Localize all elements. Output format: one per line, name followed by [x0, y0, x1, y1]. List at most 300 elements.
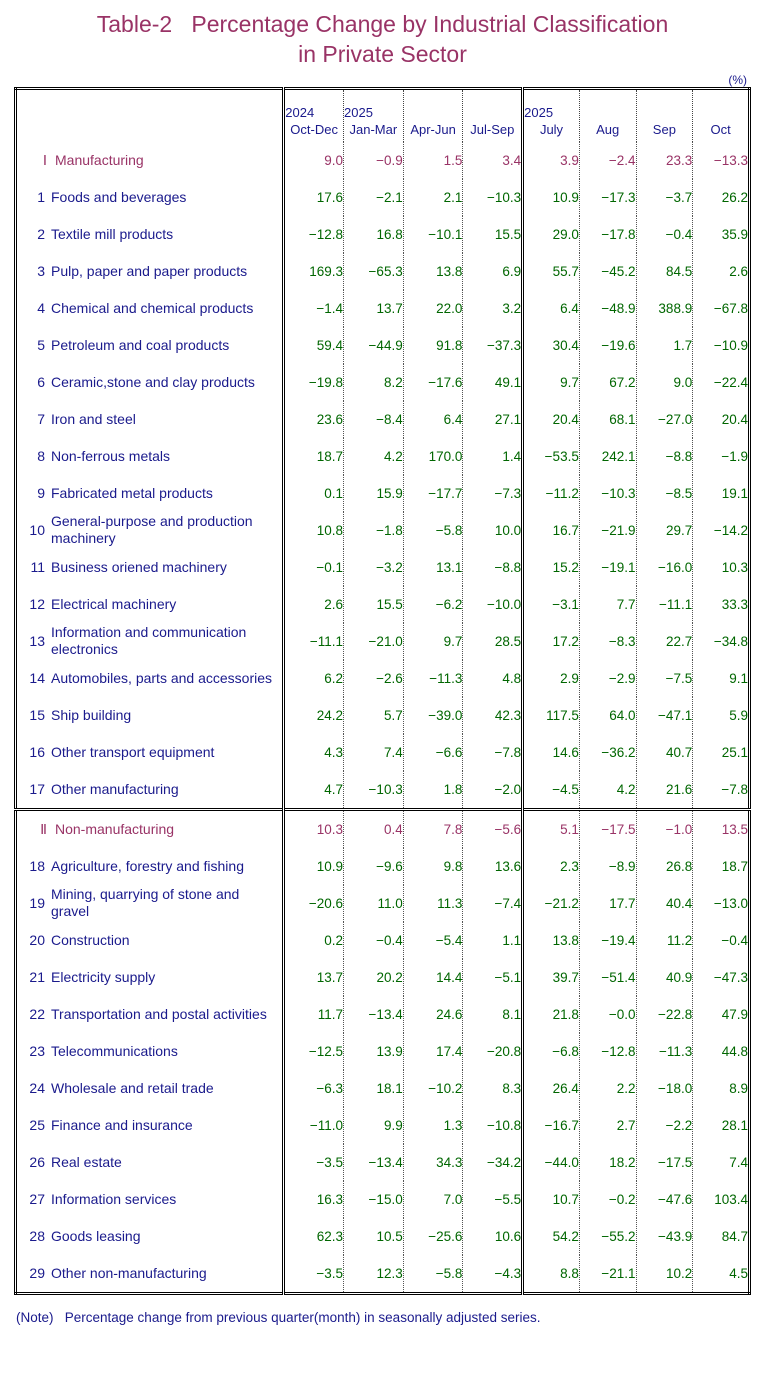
data-cell: −5.1 — [463, 959, 523, 996]
data-cell: −17.5 — [579, 809, 636, 848]
data-cell: 15.9 — [344, 475, 404, 512]
data-cell: −10.3 — [344, 771, 404, 810]
data-cell: 29.7 — [636, 512, 693, 549]
data-cell: 5.1 — [523, 809, 580, 848]
row-label: Foods and beverages — [51, 189, 187, 205]
data-cell: 15.5 — [344, 586, 404, 623]
data-cell: −0.4 — [693, 922, 750, 959]
table-row — [16, 1144, 750, 1181]
row-label-cell — [16, 885, 284, 922]
header-col-jul-sep — [463, 89, 523, 142]
row-number: 25 — [29, 1116, 45, 1133]
row-number: 19 — [29, 894, 45, 911]
data-cell: 33.3 — [693, 586, 750, 623]
data-cell: 8.1 — [463, 996, 523, 1033]
row-number: 6 — [37, 373, 45, 390]
data-cell: −44.0 — [523, 1144, 580, 1181]
data-cell: 16.8 — [344, 216, 404, 253]
data-cell: −1.9 — [693, 438, 750, 475]
data-cell: −34.2 — [463, 1144, 523, 1181]
data-cell: 42.3 — [463, 697, 523, 734]
data-cell: −36.2 — [579, 734, 636, 771]
data-cell: 6.2 — [324, 670, 343, 686]
header-col-aug — [579, 89, 636, 142]
data-cell: 29.0 — [523, 216, 580, 253]
data-cell: −8.8 — [636, 438, 693, 475]
row-label-cell — [16, 623, 284, 660]
data-cell: −25.6 — [403, 1218, 463, 1255]
data-cell: 15.5 — [463, 216, 523, 253]
data-cell: −5.8 — [403, 1255, 463, 1294]
header-col-oct-dec — [284, 89, 344, 142]
page-title — [0, 0, 765, 69]
data-cell: −48.9 — [579, 290, 636, 327]
data-cell: −34.8 — [693, 623, 750, 660]
row-label: Textile mill products — [51, 226, 174, 242]
table-row — [16, 327, 750, 364]
data-cell: 1.5 — [403, 142, 463, 179]
table-row — [16, 1255, 750, 1294]
row-label: Chemical and chemical products — [51, 299, 254, 316]
row-label: General-purpose and production machinery — [51, 513, 253, 546]
data-cell: 1.4 — [463, 438, 523, 475]
table-row — [16, 885, 750, 922]
header-period: Jan-Mar — [349, 121, 398, 137]
data-cell: −27.0 — [636, 401, 693, 438]
row-label-cell — [16, 1033, 284, 1070]
row-number: 24 — [29, 1079, 45, 1096]
data-cell: 15.2 — [523, 549, 580, 586]
row-label-cell — [16, 1181, 284, 1218]
data-cell: −7.4 — [463, 885, 523, 922]
table-row — [16, 401, 750, 438]
row-number: 26 — [29, 1153, 45, 1170]
data-cell: 388.9 — [636, 290, 693, 327]
data-cell: −12.8 — [308, 226, 343, 242]
row-label: Manufacturing — [55, 152, 144, 168]
row-label: Other transport equipment — [51, 744, 215, 760]
data-cell: −5.8 — [403, 512, 463, 549]
row-label-cell — [16, 660, 284, 697]
row-label-cell — [16, 401, 284, 438]
data-cell: −19.6 — [579, 327, 636, 364]
data-cell: 9.0 — [324, 152, 343, 168]
data-cell: −67.8 — [693, 290, 750, 327]
data-cell: 13.6 — [463, 848, 523, 885]
table-row — [16, 1218, 750, 1255]
header-col-oct — [693, 89, 750, 142]
data-cell: 7.8 — [403, 809, 463, 848]
table-row — [16, 848, 750, 885]
row-number: Ⅱ — [40, 820, 47, 837]
row-label-cell — [16, 996, 284, 1033]
data-cell: 1.8 — [403, 771, 463, 810]
data-cell: −10.1 — [403, 216, 463, 253]
row-number: 18 — [29, 857, 45, 874]
data-cell: 40.4 — [636, 885, 693, 922]
data-cell: 67.2 — [579, 364, 636, 401]
header-col-jan-mar — [344, 89, 404, 142]
row-number: 20 — [29, 931, 45, 948]
table-row — [16, 771, 750, 810]
data-cell: −44.9 — [344, 327, 404, 364]
data-cell: −17.5 — [636, 1144, 693, 1181]
data-cell: 84.5 — [636, 253, 693, 290]
data-cell: 8.2 — [344, 364, 404, 401]
data-cell: 62.3 — [316, 1228, 343, 1244]
row-number: 1 — [37, 188, 45, 205]
data-cell: −7.8 — [693, 771, 750, 810]
data-cell: 24.2 — [316, 707, 343, 723]
row-number: 10 — [29, 521, 45, 538]
data-cell: −8.8 — [463, 549, 523, 586]
data-cell: 27.1 — [463, 401, 523, 438]
row-number: 12 — [29, 595, 45, 612]
data-cell: −11.3 — [636, 1033, 693, 1070]
data-cell: −3.1 — [523, 586, 580, 623]
data-cell: −4.3 — [463, 1255, 523, 1294]
row-label-cell — [16, 1070, 284, 1107]
row-number: 13 — [29, 632, 45, 649]
data-cell: 28.5 — [463, 623, 523, 660]
table-row — [16, 438, 750, 475]
header-col-sep — [636, 89, 693, 142]
row-label: Business oriened machinery — [51, 559, 227, 575]
row-label-cell — [16, 1144, 284, 1181]
data-cell: 26.4 — [523, 1070, 580, 1107]
data-cell: −16.7 — [523, 1107, 580, 1144]
row-number: 29 — [29, 1264, 45, 1281]
row-label: Ceramic,stone and clay products — [51, 373, 255, 390]
row-label-cell — [16, 549, 284, 586]
data-cell: −10.0 — [463, 586, 523, 623]
data-cell: 24.6 — [403, 996, 463, 1033]
data-cell: 170.0 — [403, 438, 463, 475]
header-period: Aug — [596, 121, 620, 137]
row-number: 5 — [37, 336, 45, 353]
data-cell: 103.4 — [693, 1181, 750, 1218]
data-cell: −45.2 — [579, 253, 636, 290]
row-number: 11 — [30, 558, 45, 575]
row-number: 27 — [29, 1190, 45, 1207]
data-cell: −11.1 — [309, 633, 343, 649]
data-cell: −21.0 — [344, 623, 404, 660]
data-cell: 47.9 — [693, 996, 750, 1033]
data-cell: 18.2 — [579, 1144, 636, 1181]
data-cell: 4.5 — [693, 1255, 750, 1294]
table-row — [16, 996, 750, 1033]
row-label: Finance and insurance — [51, 1117, 193, 1133]
data-cell: 20.4 — [523, 401, 580, 438]
data-cell: −9.6 — [344, 848, 404, 885]
data-cell: 13.7 — [344, 290, 404, 327]
data-cell: 4.2 — [344, 438, 404, 475]
data-cell: 2.1 — [403, 179, 463, 216]
data-cell: −12.8 — [579, 1033, 636, 1070]
data-cell: −11.3 — [403, 660, 463, 697]
data-cell: −0.0 — [579, 996, 636, 1033]
header-year: 2025 — [524, 104, 554, 120]
header-year — [463, 105, 521, 122]
data-cell: −8.5 — [636, 475, 693, 512]
data-cell: −17.3 — [579, 179, 636, 216]
data-cell: −13.0 — [693, 885, 750, 922]
data-cell: 20.2 — [344, 959, 404, 996]
data-cell: −6.8 — [523, 1033, 580, 1070]
data-cell: −19.1 — [579, 549, 636, 586]
data-cell: 16.3 — [316, 1191, 343, 1207]
table-row — [16, 475, 750, 512]
row-label: Electrical machinery — [51, 596, 177, 612]
row-label: Non-ferrous metals — [51, 448, 171, 464]
data-cell: −47.1 — [636, 697, 693, 734]
data-cell: 14.4 — [403, 959, 463, 996]
row-label-cell — [16, 327, 284, 364]
table-row — [16, 179, 750, 216]
data-cell: 17.7 — [579, 885, 636, 922]
data-cell: 8.3 — [463, 1070, 523, 1107]
row-number: 16 — [29, 743, 45, 760]
data-cell: −5.5 — [463, 1181, 523, 1218]
row-number: 15 — [29, 706, 45, 723]
data-cell: 4.7 — [324, 781, 343, 797]
header-corner-blank — [16, 89, 284, 142]
data-cell: −19.8 — [308, 374, 343, 390]
data-cell: −0.9 — [344, 142, 404, 179]
data-cell: 6.9 — [463, 253, 523, 290]
data-cell: 84.7 — [693, 1218, 750, 1255]
data-cell: −18.0 — [636, 1070, 693, 1107]
table-row — [16, 734, 750, 771]
row-label-cell — [16, 512, 284, 549]
header-period: July — [539, 121, 564, 137]
row-label-cell — [16, 142, 284, 179]
data-cell: −13.3 — [693, 142, 750, 179]
data-cell: 9.8 — [403, 848, 463, 885]
row-label: Transportation and postal activities — [51, 1005, 267, 1022]
data-cell: 30.4 — [523, 327, 580, 364]
data-cell: −11.2 — [523, 475, 580, 512]
data-cell: 49.1 — [463, 364, 523, 401]
data-cell: 4.3 — [324, 744, 343, 760]
data-cell: −0.4 — [344, 922, 404, 959]
table-row — [16, 216, 750, 253]
data-cell: −2.9 — [579, 660, 636, 697]
data-cell: 28.1 — [693, 1107, 750, 1144]
row-label-cell — [16, 1255, 284, 1294]
data-cell: 0.2 — [324, 932, 343, 948]
row-label: Information services — [51, 1191, 177, 1207]
table-row — [16, 512, 750, 549]
table-row — [16, 364, 750, 401]
table-row — [16, 1033, 750, 1070]
data-cell: −6.6 — [403, 734, 463, 771]
row-number: 8 — [37, 447, 45, 464]
data-cell: −2.2 — [636, 1107, 693, 1144]
table-container — [0, 87, 765, 1295]
data-cell: −51.4 — [579, 959, 636, 996]
data-cell: 9.0 — [636, 364, 693, 401]
header-year: 2025 — [344, 104, 373, 120]
data-cell: −20.6 — [308, 895, 343, 911]
data-cell: −21.1 — [579, 1255, 636, 1294]
data-cell: 4.8 — [463, 660, 523, 697]
data-cell: −15.0 — [344, 1181, 404, 1218]
data-cell: −4.5 — [523, 771, 580, 810]
row-label-cell — [16, 809, 284, 848]
data-cell: 44.8 — [693, 1033, 750, 1070]
header-year — [637, 105, 693, 122]
row-label: Other manufacturing — [51, 781, 179, 797]
header-period: Oct-Dec — [290, 121, 338, 137]
data-cell: −7.3 — [463, 475, 523, 512]
table-row — [16, 549, 750, 586]
row-label: Construction — [51, 932, 130, 948]
table-row — [16, 809, 750, 848]
data-cell: −39.0 — [403, 697, 463, 734]
data-cell: 14.6 — [523, 734, 580, 771]
data-cell: −19.4 — [579, 922, 636, 959]
data-cell: −3.7 — [636, 179, 693, 216]
data-cell: −11.1 — [636, 586, 693, 623]
data-cell: −10.9 — [693, 327, 750, 364]
data-cell: −0.1 — [316, 559, 343, 575]
data-cell: −5.4 — [403, 922, 463, 959]
data-cell: 7.7 — [579, 586, 636, 623]
data-cell: 26.2 — [693, 179, 750, 216]
data-cell: 23.3 — [636, 142, 693, 179]
data-cell: 9.1 — [693, 660, 750, 697]
table-row — [16, 959, 750, 996]
data-cell: −2.0 — [463, 771, 523, 810]
title-line-1: Table-2 Percentage Change by Industrial Classification — [96, 11, 669, 37]
data-cell: 16.7 — [523, 512, 580, 549]
data-cell: −2.1 — [344, 179, 404, 216]
data-cell: −3.5 — [316, 1265, 343, 1281]
row-number: Ⅰ — [42, 151, 47, 168]
data-cell: −8.3 — [579, 623, 636, 660]
data-cell: −0.4 — [636, 216, 693, 253]
table-row — [16, 290, 750, 327]
data-cell: 21.6 — [636, 771, 693, 810]
data-cell: 18.7 — [693, 848, 750, 885]
data-cell: −8.9 — [579, 848, 636, 885]
data-cell: 13.9 — [344, 1033, 404, 1070]
row-label: Mining, quarrying of stone and gravel — [51, 886, 240, 919]
table-row — [16, 142, 750, 179]
data-cell: −17.7 — [403, 475, 463, 512]
row-label: Electricity supply — [51, 969, 156, 985]
table-row — [16, 586, 750, 623]
row-number: 4 — [37, 299, 45, 316]
data-cell: −1.4 — [316, 300, 343, 316]
row-label-cell — [16, 1107, 284, 1144]
data-cell: 7.4 — [693, 1144, 750, 1181]
data-cell: −22.4 — [693, 364, 750, 401]
row-label: Wholesale and retail trade — [51, 1080, 214, 1096]
table-row — [16, 1181, 750, 1218]
header-col-apr-jun — [403, 89, 463, 142]
data-cell: 10.2 — [636, 1255, 693, 1294]
data-cell: 13.5 — [693, 809, 750, 848]
header-year: 2024 — [285, 104, 315, 120]
data-cell: 2.2 — [579, 1070, 636, 1107]
data-cell: 117.5 — [523, 697, 580, 734]
table-row — [16, 623, 750, 660]
data-cell: −37.3 — [463, 327, 523, 364]
row-label: Agriculture, forestry and fishing — [51, 857, 244, 874]
data-cell: 22.7 — [636, 623, 693, 660]
data-cell: −55.2 — [579, 1218, 636, 1255]
data-cell: 169.3 — [309, 263, 343, 279]
data-cell: 91.8 — [403, 327, 463, 364]
data-cell: 10.9 — [316, 858, 343, 874]
data-cell: 2.3 — [523, 848, 580, 885]
data-cell: 18.1 — [344, 1070, 404, 1107]
row-label-cell — [16, 959, 284, 996]
data-cell: 17.4 — [403, 1033, 463, 1070]
data-cell: −1.0 — [636, 809, 693, 848]
data-cell: −13.4 — [344, 1144, 404, 1181]
data-cell: 11.3 — [403, 885, 463, 922]
data-cell: 10.8 — [316, 522, 343, 538]
row-number: 23 — [29, 1042, 45, 1059]
data-cell: 7.4 — [344, 734, 404, 771]
data-cell: −16.0 — [636, 549, 693, 586]
row-label-cell — [16, 586, 284, 623]
title-line-2: in Private Sector — [298, 41, 467, 67]
data-cell: −20.8 — [463, 1033, 523, 1070]
row-number: 9 — [37, 484, 45, 501]
data-cell: 3.2 — [463, 290, 523, 327]
row-number: 21 — [29, 968, 45, 985]
data-cell: 13.1 — [403, 549, 463, 586]
data-cell: 40.9 — [636, 959, 693, 996]
data-cell: −6.3 — [316, 1080, 343, 1096]
data-cell: 7.0 — [403, 1181, 463, 1218]
data-cell: −65.3 — [344, 253, 404, 290]
data-cell: 54.2 — [523, 1218, 580, 1255]
data-cell: −21.2 — [523, 885, 580, 922]
row-label: Non-manufacturing — [55, 821, 175, 837]
data-cell: −10.3 — [463, 179, 523, 216]
row-label-cell — [16, 438, 284, 475]
header-row — [16, 89, 750, 142]
data-cell: −10.3 — [579, 475, 636, 512]
data-cell: 39.7 — [523, 959, 580, 996]
row-number: 22 — [29, 1005, 45, 1022]
row-label: Telecommunications — [51, 1043, 178, 1059]
data-cell: 2.9 — [523, 660, 580, 697]
data-cell: 3.4 — [463, 142, 523, 179]
data-cell: 2.6 — [693, 253, 750, 290]
data-cell: 9.7 — [523, 364, 580, 401]
data-cell: 17.2 — [523, 623, 580, 660]
data-cell: 12.3 — [344, 1255, 404, 1294]
row-label: Petroleum and coal products — [51, 337, 230, 353]
row-number: 3 — [37, 262, 45, 279]
row-label-cell — [16, 771, 284, 810]
data-cell: −47.6 — [636, 1181, 693, 1218]
row-label: Automobiles, parts and accessories — [51, 669, 272, 686]
data-cell: 17.6 — [316, 189, 343, 205]
row-number: 17 — [29, 780, 45, 797]
data-cell: 0.1 — [324, 485, 343, 501]
data-cell: −17.6 — [403, 364, 463, 401]
data-cell: 55.7 — [523, 253, 580, 290]
table-row — [16, 697, 750, 734]
row-label-cell — [16, 216, 284, 253]
